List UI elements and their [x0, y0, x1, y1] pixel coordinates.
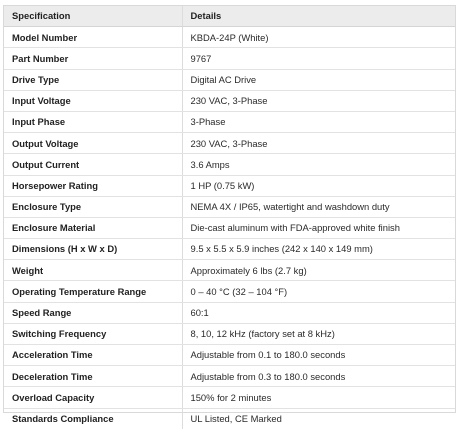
spec-detail-cell: 0 – 40 °C (32 – 104 °F): [182, 281, 455, 302]
table-row: [4, 196, 455, 217]
table-header-row: [4, 6, 455, 27]
spec-detail-cell: Digital AC Drive: [182, 69, 455, 90]
table-row: [4, 133, 455, 154]
spec-name-cell: Input Voltage: [4, 90, 182, 111]
table-row: [4, 217, 455, 238]
spec-detail-cell: Adjustable from 0.1 to 180.0 seconds: [182, 345, 455, 366]
table-row: [4, 345, 455, 366]
spec-name-cell: Enclosure Type: [4, 196, 182, 217]
spec-detail-cell: 1 HP (0.75 kW): [182, 175, 455, 196]
spec-detail-cell: 3-Phase: [182, 111, 455, 132]
spec-name-cell: Part Number: [4, 48, 182, 69]
column-header-details: Details: [182, 6, 455, 27]
spec-name-cell: Weight: [4, 260, 182, 281]
table-row: [4, 281, 455, 302]
spec-detail-cell: Adjustable from 0.3 to 180.0 seconds: [182, 366, 455, 387]
spec-detail-cell: 230 VAC, 3-Phase: [182, 133, 455, 154]
spec-name-cell: Acceleration Time: [4, 345, 182, 366]
spec-detail-cell: 9767: [182, 48, 455, 69]
spec-detail-cell: Die-cast aluminum with FDA-approved white finish: [182, 217, 455, 238]
table-row: [4, 90, 455, 111]
spec-name-cell: Operating Temperature Range: [4, 281, 182, 302]
spec-table-container: [3, 5, 456, 424]
table-row: [4, 48, 455, 69]
spec-name-cell: Switching Frequency: [4, 323, 182, 344]
spec-detail-cell: 150% for 2 minutes: [182, 387, 455, 408]
spec-name-cell: Enclosure Material: [4, 217, 182, 238]
spec-name-cell: Horsepower Rating: [4, 175, 182, 196]
spec-detail-cell: NEMA 4X / IP65, watertight and washdown duty: [182, 196, 455, 217]
spec-name-cell: Overload Capacity: [4, 387, 182, 408]
spec-name-cell: Speed Range: [4, 302, 182, 323]
spec-name-cell: Dimensions (H x W x D): [4, 239, 182, 260]
spec-name-cell: Output Voltage: [4, 133, 182, 154]
table-row: [4, 69, 455, 90]
table-row: [4, 27, 455, 48]
table-row: [4, 366, 455, 387]
spec-name-cell: Input Phase: [4, 111, 182, 132]
table-row: [4, 408, 455, 429]
spec-table: [4, 6, 455, 429]
spec-detail-cell: 9.5 x 5.5 x 5.9 inches (242 x 140 x 149 mm): [182, 239, 455, 260]
table-row: [4, 154, 455, 175]
spec-detail-cell: UL Listed, CE Marked: [190, 412, 282, 424]
spec-name-cell: Model Number: [4, 27, 182, 48]
spec-detail-cell: 60:1: [182, 302, 455, 323]
spec-name-cell: Deceleration Time: [4, 366, 182, 387]
spec-detail-cell: 3.6 Amps: [182, 154, 455, 175]
spec-detail-cell: 230 VAC, 3-Phase: [182, 90, 455, 111]
table-row: [4, 239, 455, 260]
table-row: [4, 111, 455, 132]
table-row: [4, 323, 455, 344]
spec-detail-cell: 8, 10, 12 kHz (factory set at 8 kHz): [182, 323, 455, 344]
table-row: [4, 175, 455, 196]
table-row: [4, 302, 455, 323]
table-body: [4, 27, 455, 429]
table-row: [4, 260, 455, 281]
column-header-specification: Specification: [4, 6, 182, 27]
spec-name-cell: Output Current: [4, 154, 182, 175]
spec-name-cell: Standards Compliance: [4, 408, 182, 429]
table-row: [4, 387, 455, 408]
spec-detail-cell: Approximately 6 lbs (2.7 kg): [182, 260, 455, 281]
spec-detail-cell: KBDA-24P (White): [182, 27, 455, 48]
spec-name-cell: Drive Type: [4, 69, 182, 90]
